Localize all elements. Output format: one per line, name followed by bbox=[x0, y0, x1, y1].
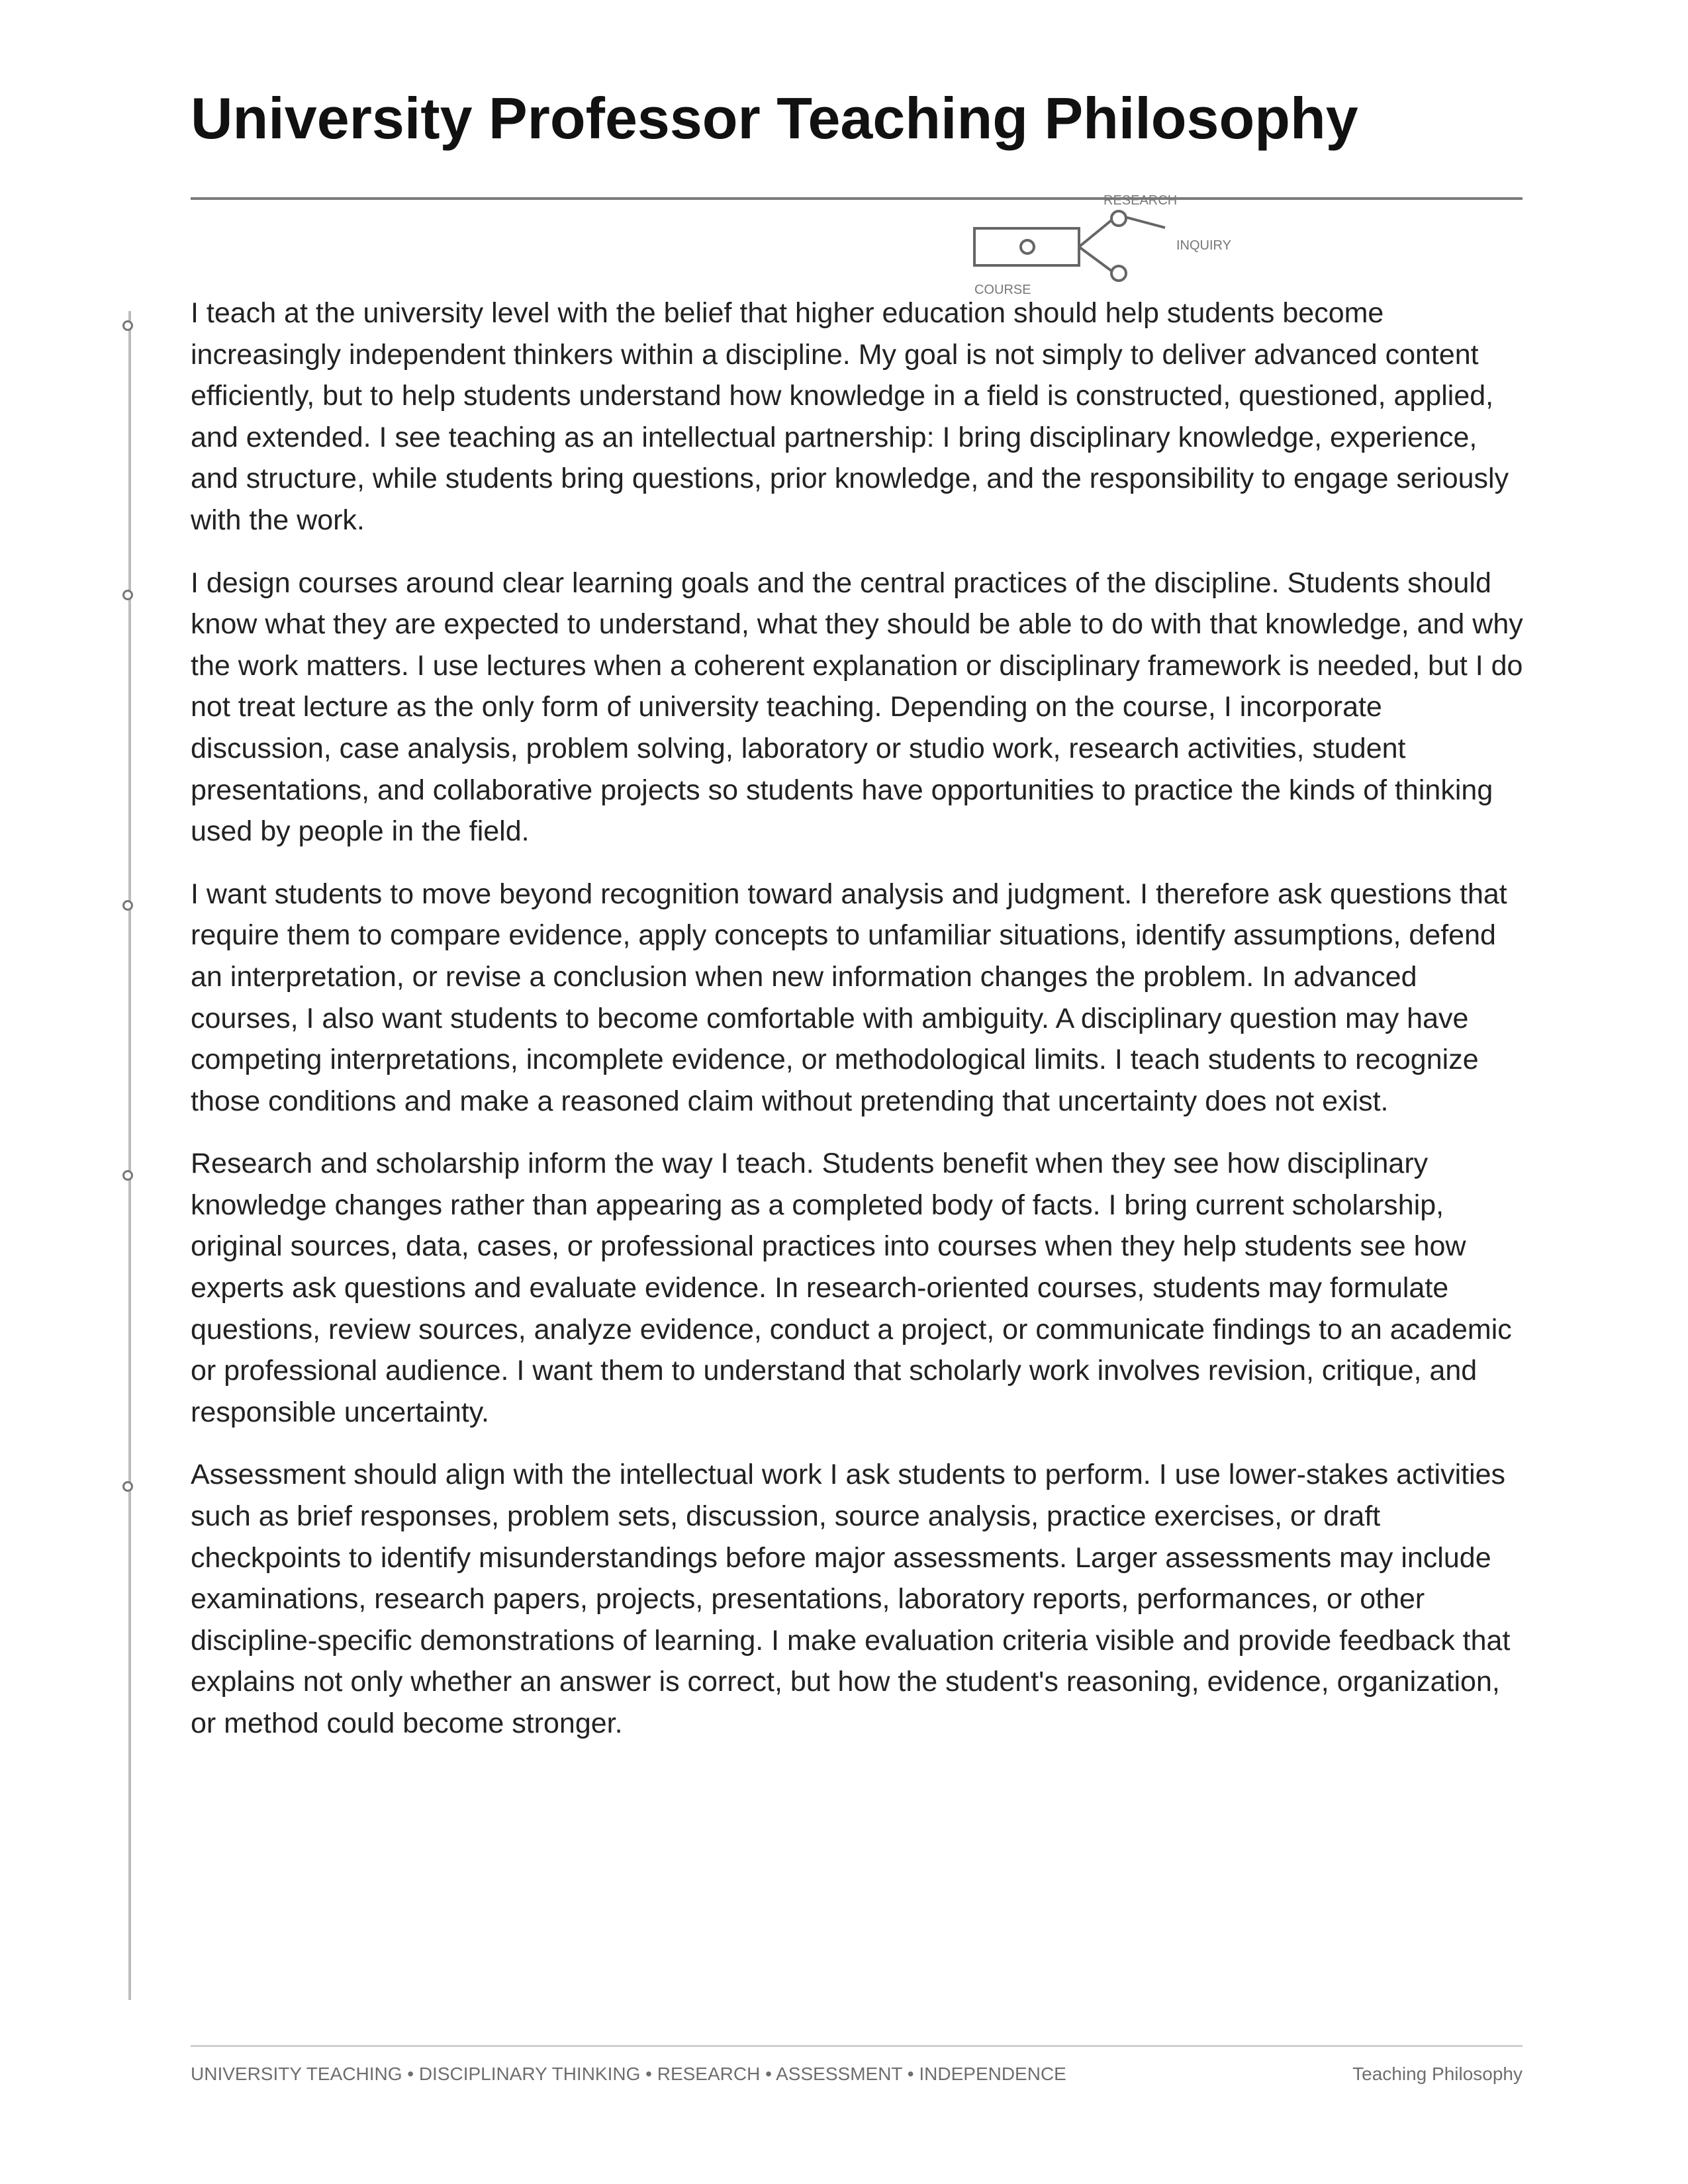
course-research-inquiry-diagram bbox=[953, 185, 1271, 298]
inquiry-label: INQUIRY bbox=[1176, 238, 1231, 253]
course-node bbox=[1021, 240, 1034, 253]
research-label: RESEARCH bbox=[1103, 193, 1178, 208]
paragraph: Assessment should align with the intellectual work I ask students to perform. I use lower-stakes activities such as brief responses, problem sets, discussion, source analysis, practice exercises, or draft checkpoints to identify misunderstandings before major assessments. Larger assessments may include examinations, research papers, projects, presentations, laboratory reports, performances, or other discipline-specific demonstrations of learning. I make evaluation criteria visible and provide feedback that explains not only whether an answer is correct, but how the student's reasoning, evidence, organization, or method could become stronger. bbox=[191, 1459, 1511, 1739]
timeline-node bbox=[122, 900, 133, 911]
paragraph: I want students to move beyond recognition toward analysis and judgment. I therefore ask questions that require them to compare evidence, apply concepts to unfamiliar situations, identify assumptions, defend an interpretation, or revise a conclusion when new information changes the problem. In advanced courses, I also want students to become comfortable with ambiguity. A disciplinary question may have competing interpretations, incomplete evidence, or methodological limits. I teach students to recognize those conditions and make a reasoned claim without pretending that uncertainty does not exist. bbox=[191, 878, 1507, 1117]
inquiry-connector bbox=[1125, 217, 1165, 228]
footer-divider bbox=[191, 2045, 1523, 2047]
connector-lower bbox=[1079, 247, 1112, 271]
timeline-node bbox=[122, 320, 133, 331]
course-label: COURSE bbox=[974, 283, 1031, 297]
title-divider bbox=[191, 197, 1523, 200]
connector-upper bbox=[1079, 220, 1112, 247]
timeline-node bbox=[122, 590, 133, 600]
paragraph: I design courses around clear learning goals and the central practices of the discipline. Students should know what they are expected to understand, what they should be able to do with that knowledge, and why the work matters. I use lectures when a coherent explanation or disciplinary framework is needed, but I do not treat lecture as the only form of university teaching. Depending on the course, I incorporate discussion, case analysis, problem solving, laboratory or studio work, research activities, student presentations, and collaborative projects so students have opportunities to practice the kinds of thinking used by people in the field. bbox=[191, 567, 1523, 848]
timeline-line bbox=[128, 311, 131, 2000]
paragraph: I teach at the university level with the belief that higher education should help students become increasingly independent thinkers within a discipline. My goal is not simply to deliver advanced content efficiently, but to help students understand how knowledge in a field is constructed, questioned, applied, and extended. I see teaching as an intellectual partnership: I bring disciplinary knowledge, experience, and structure, while students bring questions, prior knowledge, and the responsibility to engage seriously with the work. bbox=[191, 297, 1509, 536]
course-box bbox=[974, 228, 1079, 265]
paragraph: Research and scholarship inform the way I teach. Students benefit when they see how disciplinary knowledge changes rather than appearing as a completed body of facts. I bring current scholarship, original sources, data, cases, or professional practices into courses when they help students see how experts ask questions and evaluate evidence. In research-oriented courses, students may formulate questions, review sources, analyze evidence, conduct a project, or communicate findings to an academic or professional audience. I want them to understand that scholarly work involves revision, critique, and responsible uncertainty. bbox=[191, 1148, 1512, 1428]
body-text bbox=[191, 293, 1525, 1766]
timeline-node bbox=[122, 1481, 133, 1492]
lower-node bbox=[1111, 266, 1126, 281]
timeline-node bbox=[122, 1170, 133, 1181]
footer-title: Teaching Philosophy bbox=[1352, 2064, 1523, 2084]
page-title: University Professor Teaching Philosophy bbox=[191, 85, 1358, 151]
research-node bbox=[1111, 211, 1126, 226]
footer-keywords: UNIVERSITY TEACHING • DISCIPLINARY THINKING • RESEARCH • ASSESSMENT • INDEPENDENCE bbox=[191, 2064, 1066, 2084]
